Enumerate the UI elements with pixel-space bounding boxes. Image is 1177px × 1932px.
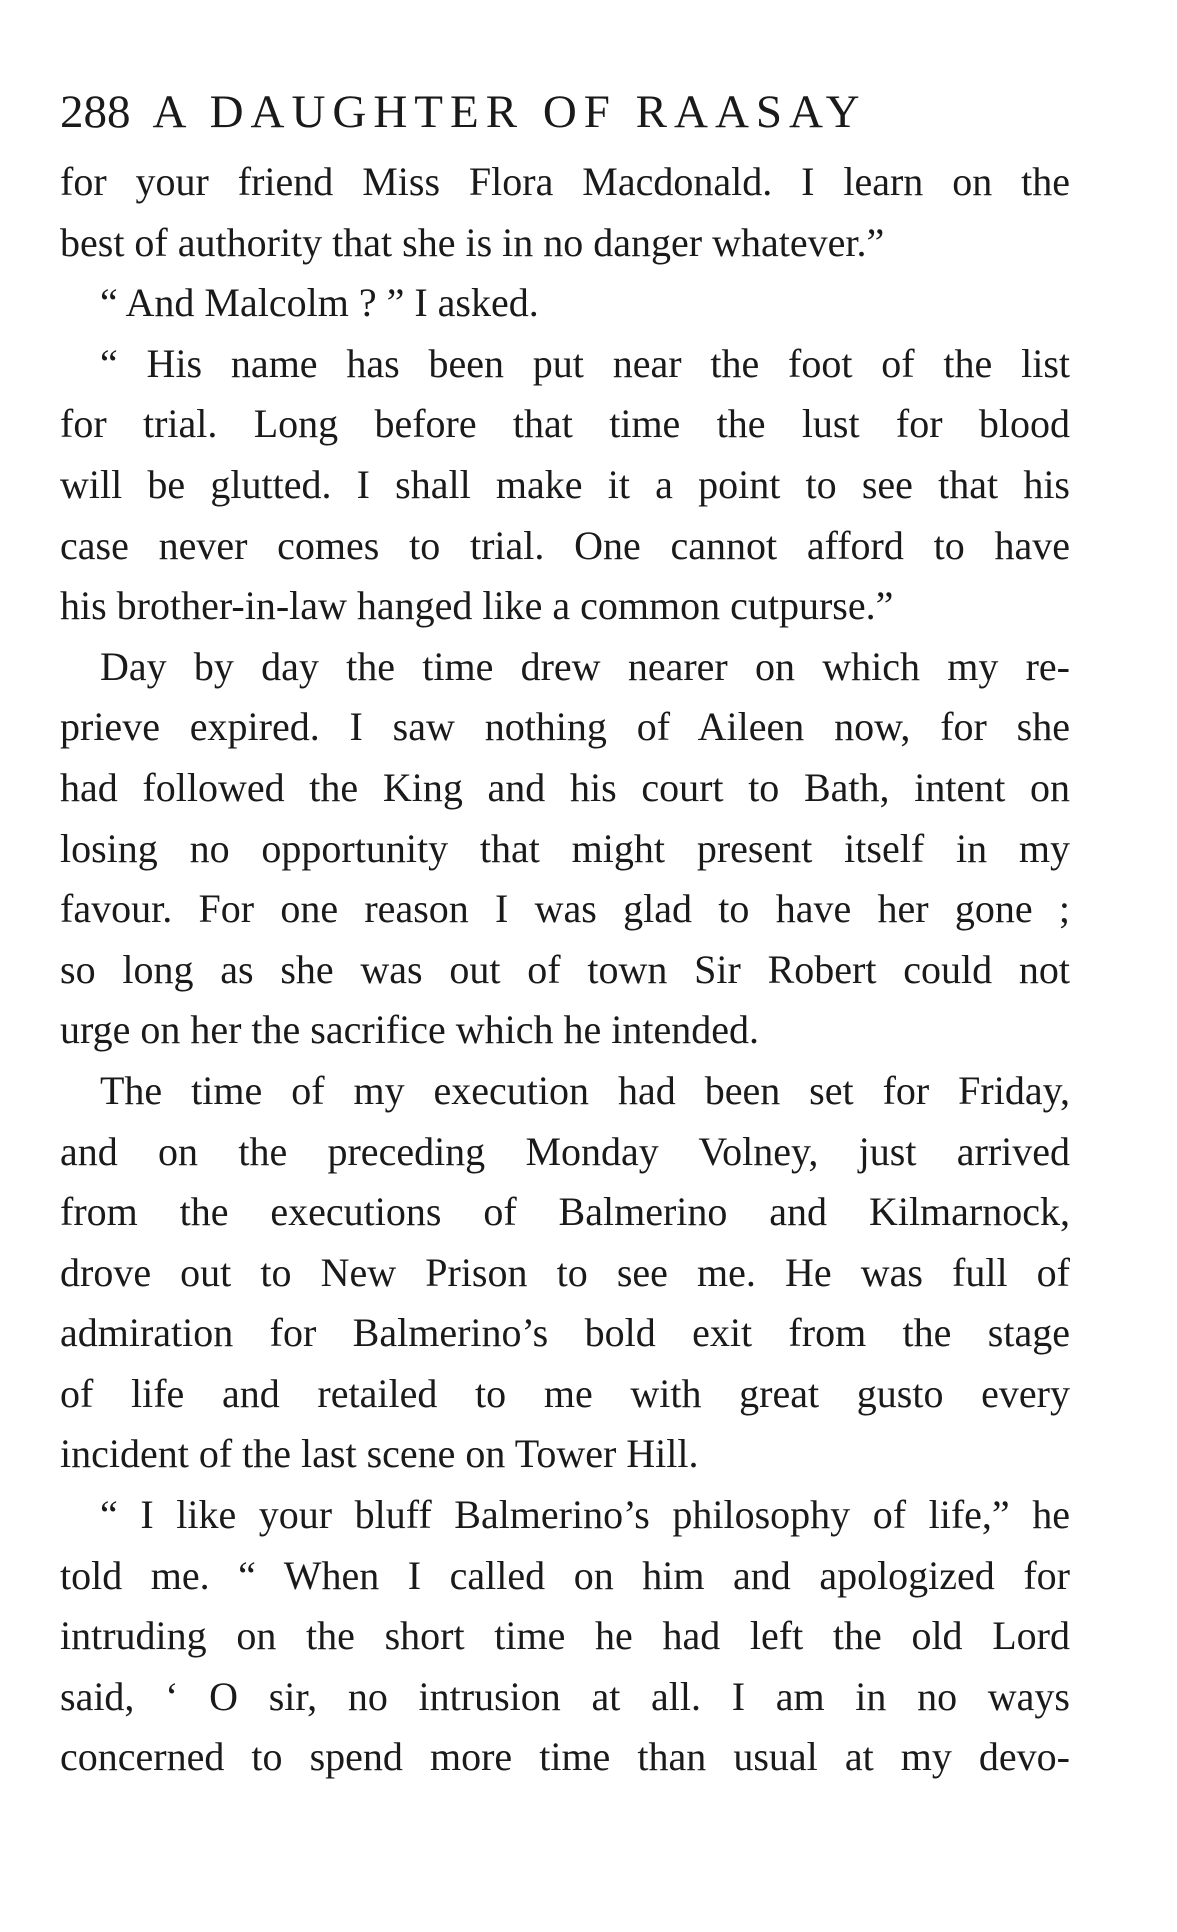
text-line: The time of my execution had been set for Friday, [100, 1067, 1070, 1113]
text-line: intruding on the short time he had left the old Lord [60, 1613, 1070, 1659]
text-line: admiration for Balmerino’s bold exit from the stage [60, 1310, 1070, 1356]
text-line: favour. For one reason I was glad to have her gone ; [60, 886, 1070, 932]
text-line: from the executions of Balmerino and Kilmarnock, [60, 1189, 1070, 1235]
text-line: and on the preceding Monday Volney, just arrived [60, 1128, 1070, 1174]
running-title: A DAUGHTER OF RAASAY [152, 86, 867, 138]
text-line: best of authority that she is in no danger whatever.” [60, 219, 885, 265]
text-line: for your friend Miss Flora Macdonald. I learn on the [60, 159, 1070, 204]
text-line: will be glutted. I shall make it a point to see that his [60, 461, 1070, 507]
page-number: 288 [60, 86, 131, 138]
book-page [60, 84, 1070, 1788]
text-line: “ His name has been put near the foot of the list [100, 340, 1070, 386]
text-line: incident of the last scene on Tower Hill. [60, 1431, 699, 1477]
text-line: his brother-in-law hanged like a common cutpurse.” [60, 583, 894, 629]
text-line: had followed the King and his court to Bath, intent on [60, 764, 1070, 810]
text-line: “ And Malcolm ? ” I asked. [100, 280, 539, 326]
text-line: urge on her the sacrifice which he intended. [60, 1007, 759, 1053]
text-line: “ I like your bluff Balmerino’s philosophy of life,” he [100, 1492, 1070, 1538]
text-line: prieve expired. I saw nothing of Aileen now, for she [60, 704, 1070, 750]
text-line: told me. “ When I called on him and apologized for [60, 1552, 1070, 1598]
text-line: of life and retailed to me with great gusto every [60, 1370, 1070, 1416]
text-line: for trial. Long before that time the lust for blood [60, 401, 1070, 447]
text-line: drove out to New Prison to see me. He was full of [60, 1249, 1070, 1295]
body-text [60, 152, 1070, 1788]
text-line: losing no opportunity that might present itself in my [60, 825, 1070, 871]
running-header [60, 84, 1070, 140]
text-line: case never comes to trial. One cannot afford to have [60, 522, 1070, 568]
text-line: said, ‘ O sir, no intrusion at all. I am in no ways [60, 1673, 1070, 1719]
text-line: concerned to spend more time than usual at my devo- [60, 1734, 1070, 1780]
text-line: so long as she was out of town Sir Robert could not [60, 946, 1070, 992]
text-line: Day by day the time drew nearer on which my re- [100, 643, 1070, 689]
